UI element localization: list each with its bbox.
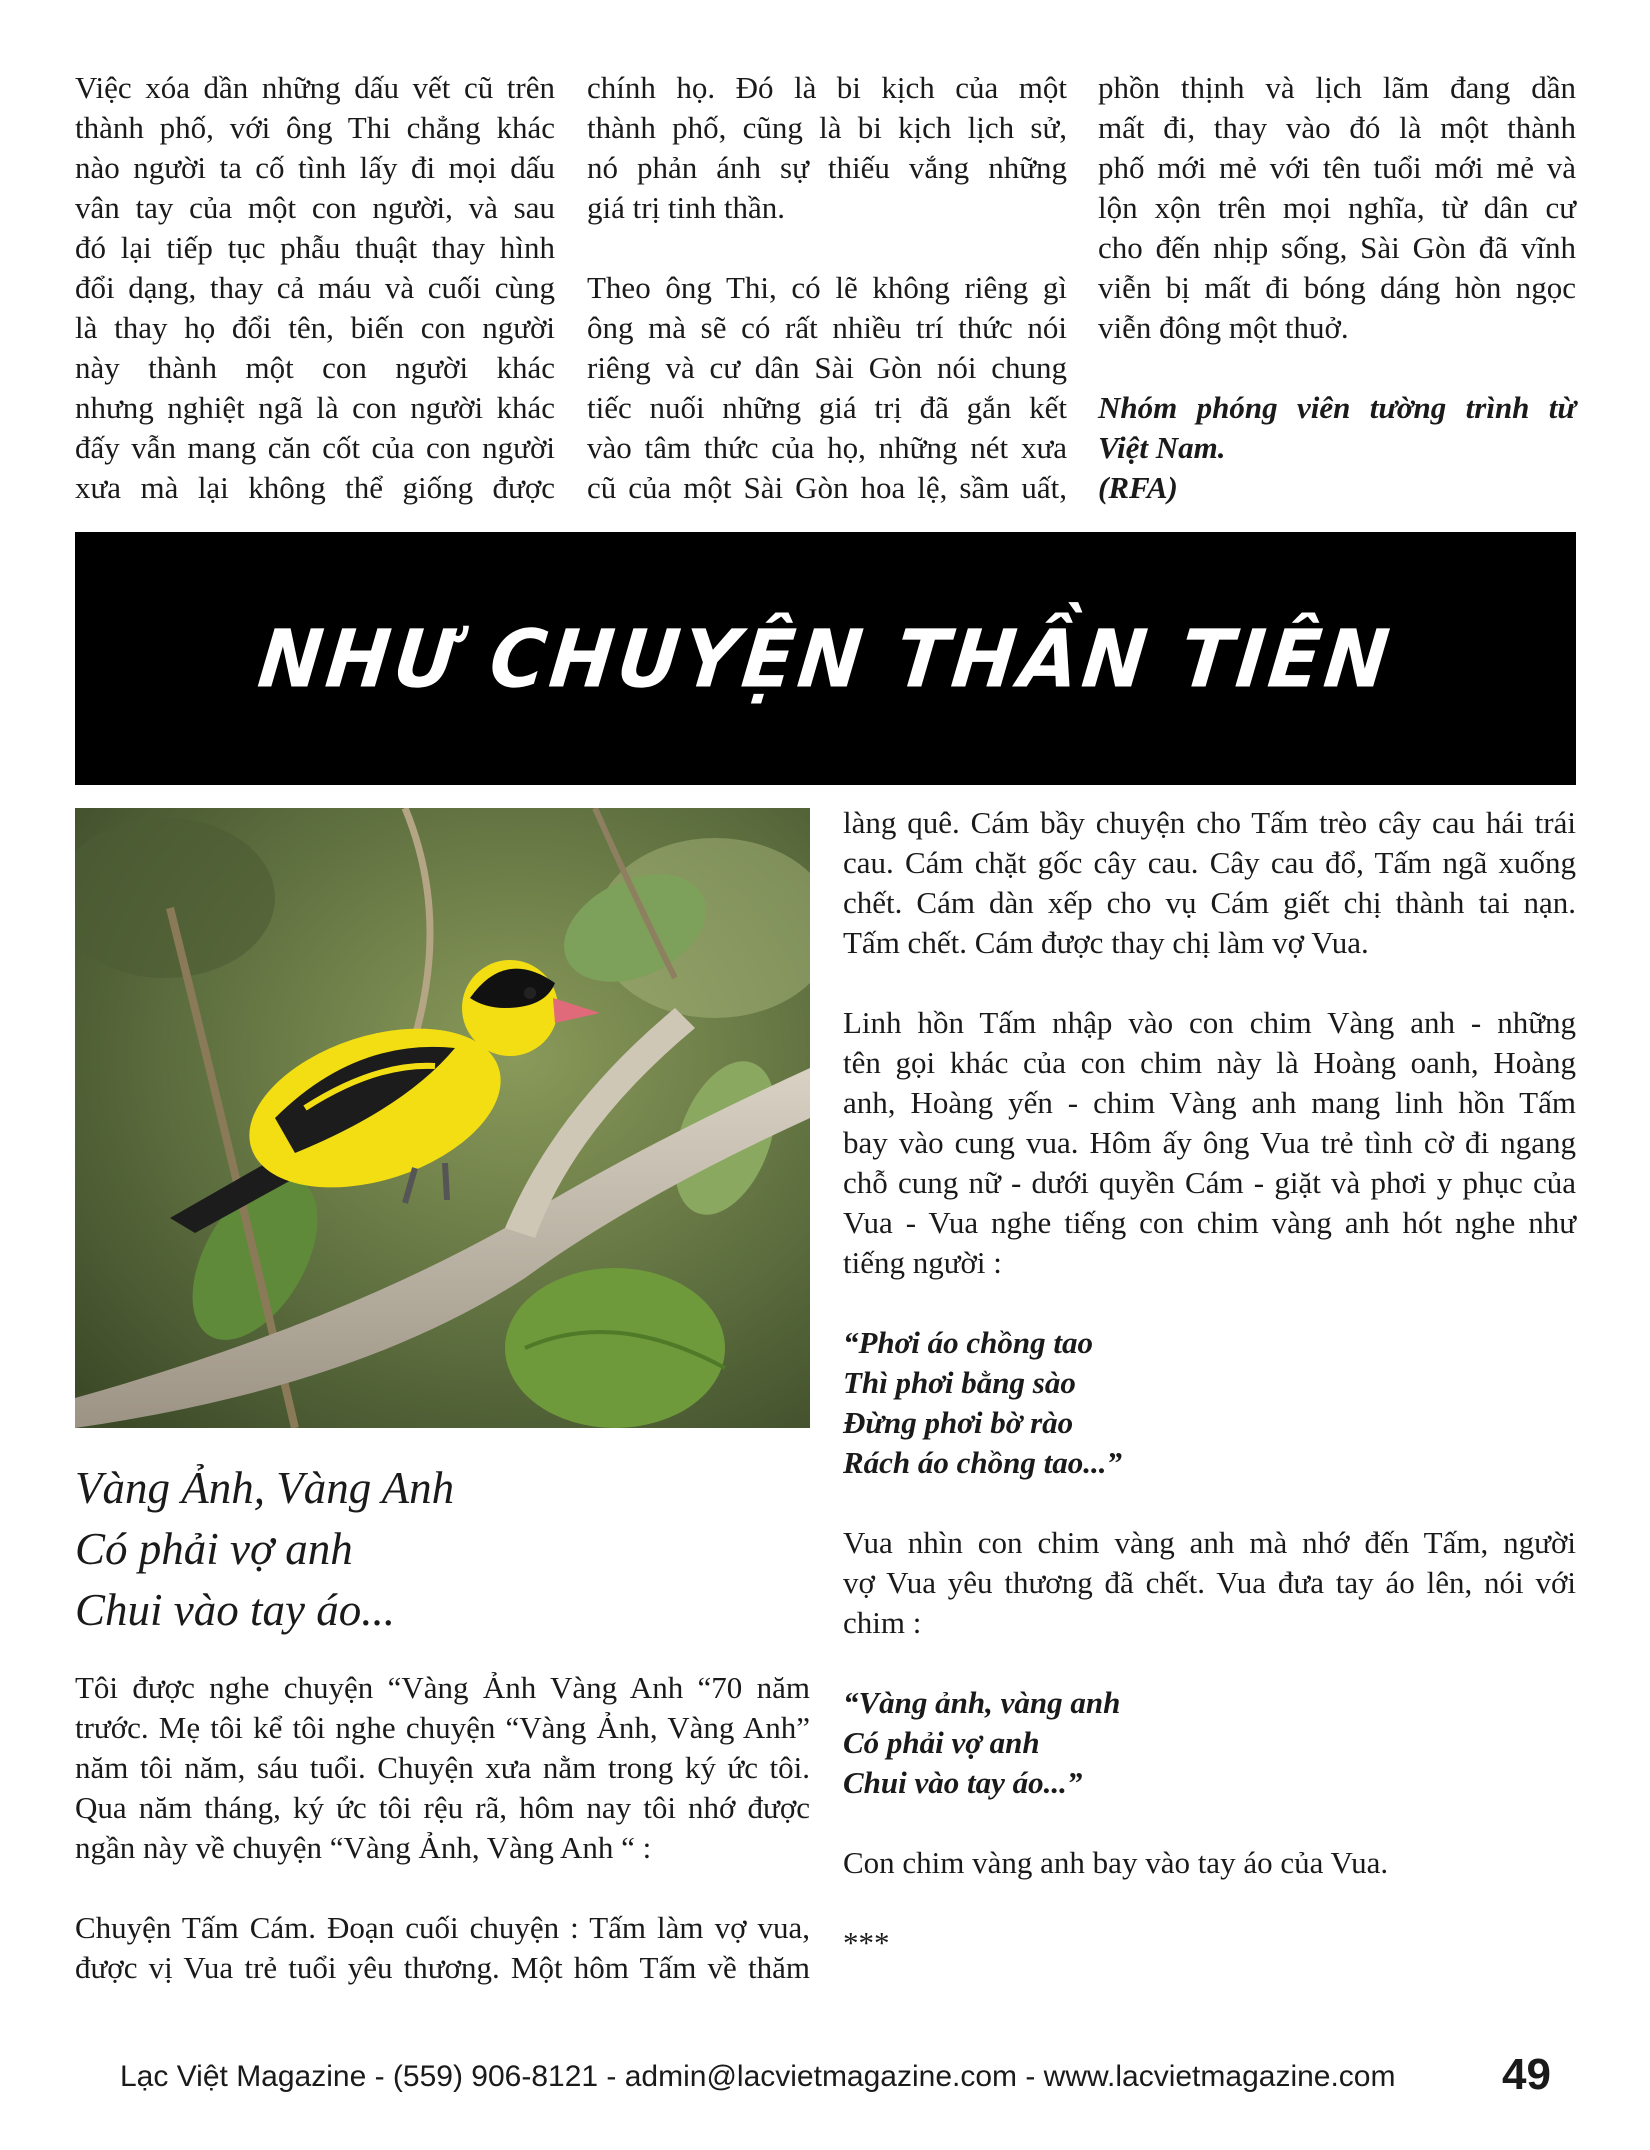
body-line: ngần này về chuyện “Vàng Ảnh, Vàng Anh “ : [75,1830,652,1865]
col1-line: nào người ta cố tình lấy đi mọi dấu [75,150,555,185]
col2-line: thành phố, cũng là bi kịch lịch sử, [587,110,1067,145]
verse-line: Có phải vợ anh [843,1725,1040,1760]
verse-line: Chui vào tay áo...” [843,1765,1083,1800]
col2-line: vào tâm thức của họ, những nét xưa [587,430,1067,465]
body-line: chết. Cám dàn xếp cho vụ Cám giết chị thành tai nạn. [843,885,1576,920]
yellow-oriole-bird-photo [75,808,810,1428]
body-line: cau. Cám chặt gốc cây cau. Cây cau đổ, Tấm ngã xuống [843,845,1576,880]
body-line: anh, Hoàng yến - chim Vàng anh mang linh hồn Tấm [843,1085,1576,1120]
col2-paragraph-1 [587,68,1067,228]
right-paragraph-3 [843,1523,1576,1643]
col1-line: đổi dạng, thay cả máu và cuối cùng [75,270,555,305]
col2-line: Theo ông Thi, có lẽ không riêng gì [587,270,1067,305]
body-line: tên gọi khác của con chim này là Hoàng oanh, Hoàng [843,1045,1576,1080]
col3-line: mất đi, thay vào đó là một thành [1098,110,1576,145]
col3-line: viễn bị mất đi bóng dáng hòn ngọc [1098,270,1576,305]
verse-line: “Phơi áo chồng tao [843,1325,1094,1360]
body-line: tiếng người : [843,1245,1002,1280]
body-line: bay vào cung vua. Hôm ấy ông Vua trẻ tình cờ đi ngang [843,1125,1576,1160]
right-paragraph-1 [843,803,1576,963]
featured-verse-line: Có phải vợ anh [75,1524,353,1574]
body-line: Vua - Vua nghe tiếng con chim vàng anh hót nghe như [843,1205,1576,1240]
col1-line: Việc xóa dần những dấu vết cũ trên [75,70,555,105]
col3-line: viễn đông một thuở. [1098,310,1349,345]
col2-line: riêng và cư dân Sài Gòn nói chung [587,350,1067,385]
body-line: được vị Vua trẻ tuổi yêu thương. Một hôm Tấm về thăm [75,1950,810,1985]
col2-line: nó phản ánh sự thiếu vắng những [587,150,1067,185]
verse-line: Đừng phơi bờ rào [843,1405,1074,1440]
right-paragraph-2 [843,1003,1576,1283]
featured-verse-line: Vàng Ảnh, Vàng Anh [75,1463,455,1513]
col1-line: nhưng nghiệt ngã là con người khác [75,390,555,425]
col3-line: phồn thịnh và lịch lãm đang dần [1098,70,1576,105]
left-paragraph-2 [75,1908,810,1988]
verse-line: Rách áo chồng tao...” [843,1445,1123,1480]
col1-line: đấy vẫn mang căn cốt của con người [75,430,555,465]
col1-line: vân tay của một con người, và sau [75,190,555,225]
footer-contact: Lạc Việt Magazine - (559) 906-8121 - admin@lacvietmagazine.com - www.lacvietmagazine.com [120,2060,1396,2093]
body-line: Qua năm tháng, ký ức tôi rệu rã, hôm nay tôi nhớ được [75,1790,810,1825]
body-line: Tấm chết. Cám được thay chị làm vợ Vua. [843,925,1369,960]
article-title: NHƯ CHUYỆN THẦN TIÊN [253,611,1398,706]
top-column-1 [75,68,555,508]
byline-source: (RFA) [1098,470,1178,505]
top-column-2 [587,68,1067,548]
col3-line: cho đến nhịp sống, Sài Gòn đã vĩnh [1098,230,1576,265]
body-line: chim : [843,1605,922,1640]
section-break-stars: *** [843,1925,890,1960]
col2-paragraph-2 [587,268,1067,508]
body-line: Vua nhìn con chim vàng anh mà nhớ đến Tấm, người [843,1525,1576,1560]
body-line: Chuyện Tấm Cám. Đoạn cuối chuyện : Tấm làm vợ vua, [75,1910,810,1945]
verse-1 [843,1323,1576,1483]
body-line: vợ Vua yêu thương đã chết. Vua đưa tay áo lên, nói với [843,1565,1576,1600]
byline-line: Nhóm phóng viên tường trình từ [1098,390,1576,425]
col2-line: cũ của một Sài Gòn hoa lệ, sầm uất, [587,470,1067,505]
verse-2 [843,1683,1576,1803]
body-line: trước. Mẹ tôi kể tôi nghe chuyện “Vàng Ảnh, Vàng Anh” [75,1710,810,1745]
col1-line: này thành một con người khác [75,350,555,385]
body-line: làng quê. Cám bầy chuyện cho Tấm trèo cây cau hái trái [843,805,1576,840]
col1-line: là thay họ đổi tên, biến con người [75,310,555,345]
body-line: chỗ cung nữ - dưới quyền Cám - giặt và phơi y phục của [843,1165,1576,1200]
body-line: Linh hồn Tấm nhập vào con chim Vàng anh - những [843,1005,1576,1040]
col1-line: thành phố, với ông Thi chẳng khác [75,110,555,145]
col2-line: tiếc nuối những giá trị đã gắn kết [587,390,1067,425]
col2-line: giá trị tinh thần. [587,190,786,225]
featured-verse-line: Chui vào tay áo... [75,1585,395,1635]
byline [1098,388,1576,508]
left-body-column [75,1668,810,2028]
verse-line: “Vàng ảnh, vàng anh [843,1685,1121,1720]
col3-line: lộn xộn trên mọi nghĩa, từ dân cư [1098,190,1576,225]
article-banner [75,532,1576,785]
right-paragraph-4: Con chim vàng anh bay vào tay áo của Vua. [843,1845,1389,1880]
col2-line: chính họ. Đó là bi kịch của một [587,70,1067,105]
body-line: năm tôi năm, sáu tuổi. Chuyện xưa nằm trong ký ức tôi. [75,1750,810,1785]
featured-verse [75,1458,775,1641]
verse-line: Thì phơi bằng sào [843,1365,1076,1400]
col1-line: xưa mà lại không thể giống được [75,470,555,505]
left-paragraph-1 [75,1668,810,1868]
col2-line: ông mà sẽ có rất nhiều trí thức nói [587,310,1067,345]
body-line: Tôi được nghe chuyện “Vàng Ảnh Vàng Anh “70 năm [75,1670,810,1705]
page-number: 49 [1502,2050,1551,2099]
col1-line: đó lại tiếp tục phẫu thuật thay hình [75,230,555,265]
col3-line: phố mới mẻ với tên tuổi mới mẻ và [1098,150,1576,185]
col3-paragraph-1 [1098,68,1576,348]
right-body-column [843,803,1576,2003]
byline-line: Việt Nam. [1098,430,1226,465]
top-column-3 [1098,68,1576,548]
